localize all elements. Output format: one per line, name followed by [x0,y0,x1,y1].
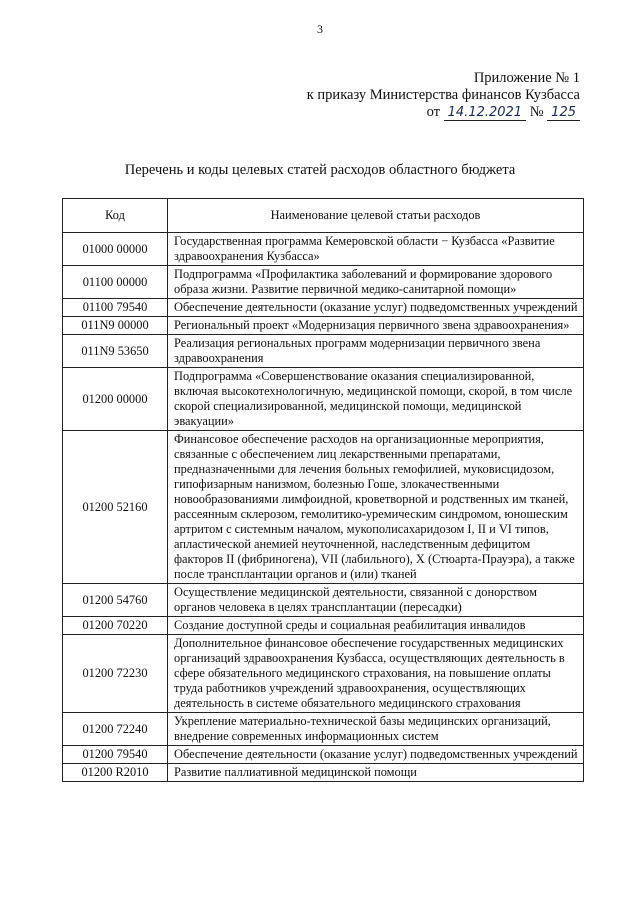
row-code: 01200 00000 [63,368,168,431]
handwritten-number: 125 [547,106,580,121]
row-name: Обеспечение деятельности (оказание услуг) подведомственных учреждений [168,746,584,764]
appendix-reference: к приказу Министерства финансов Кузбасса [306,87,580,103]
table-row [63,317,584,335]
row-name: Развитие паллиативной медицинской помощи [168,764,584,782]
row-code: 01200 70220 [63,617,168,635]
row-name: Подпрограмма «Совершенствование оказания специализированной, включая высокотехнологичную, медицинской помощи, скорой, в том числе скорой специализированной, медицинской помощи, медицинской эвакуации» [168,368,584,431]
header-name: Наименование целевой статьи расходов [168,199,584,233]
appendix-block [307,70,580,121]
page-number: 3 [317,22,323,36]
codes-table [62,198,584,782]
row-name: Укрепление материально-технической базы медицинских организаций, внедрение современных информационных систем [168,713,584,746]
handwritten-date: 14.12.2021 [444,106,526,121]
row-code: 01200 54760 [63,584,168,617]
row-code: 01000 00000 [63,233,168,266]
table-row [63,746,584,764]
row-code: 011N9 00000 [63,317,168,335]
row-name: Дополнительное финансовое обеспечение государственных медицинских организаций здравоохранения Кузбасса, осуществляющих деятельность в сфере обязательного медицинского страхования, на повышение оплаты труда работников учреждений здравоохранения, осуществляющих деятельность в системе обязательного медицинского страхования [168,635,584,713]
table-row [63,617,584,635]
date-prefix: от [426,104,441,120]
table-row [63,335,584,368]
table-row [63,431,584,584]
row-name: Региональный проект «Модернизация первичного звена здравоохранения» [168,317,584,335]
row-code: 01100 79540 [63,299,168,317]
row-code: 01100 00000 [63,266,168,299]
row-code: 011N9 53650 [63,335,168,368]
row-name: Создание доступной среды и социальная реабилитация инвалидов [168,617,584,635]
number-prefix: № [529,104,544,120]
header-code: Код [63,199,168,233]
table-row [63,299,584,317]
row-name: Осуществление медицинской деятельности, связанной с донорством органов человека в целях трансплантации (пересадки) [168,584,584,617]
row-name: Обеспечение деятельности (оказание услуг) подведомственных учреждений [168,299,584,317]
row-code: 01200 52160 [63,431,168,584]
row-code: 01200 79540 [63,746,168,764]
row-code: 01200 72230 [63,635,168,713]
table-row [63,368,584,431]
appendix-title: Приложение № 1 [473,70,580,86]
table-row [63,713,584,746]
row-name: Государственная программа Кемеровской области − Кузбасса «Развитие здравоохранения Кузбасса» [168,233,584,266]
appendix-date-line [307,104,580,121]
table-row [63,635,584,713]
table-header-row [63,199,584,233]
row-name: Финансовое обеспечение расходов на организационные мероприятия, связанные с обеспечением лиц лекарственными препаратами, предназначенными для лечения больных гемофилией, муковисцидозом, гипофизарным нанизмом, болезнью Гоше, злокачественными новообразованиями лимфоидной, кроветворной и родственных им тканей, рассеянным склерозом, гемолитико-уремическим синдромом, юношеским артритом с системным началом, мукополисахаридозом I, II и VI типов, апластической анемией неуточненной, наследственным дефицитом факторов II (фибриногена), VII (лабильного), X (Стюарта-Прауэра), а также после трансплантации органов и (или) тканей [168,431,584,584]
row-name: Реализация региональных программ модернизации первичного звена здравоохранения [168,335,584,368]
row-name: Подпрограмма «Профилактика заболеваний и формирование здорового образа жизни. Развитие первичной медико-санитарной помощи» [168,266,584,299]
table-row [63,266,584,299]
table-row [63,233,584,266]
table-row [63,764,584,782]
document-title: Перечень и коды целевых статей расходов областного бюджета [124,162,516,178]
table-row [63,584,584,617]
row-code: 01200 72240 [63,713,168,746]
row-code: 01200 R2010 [63,764,168,782]
